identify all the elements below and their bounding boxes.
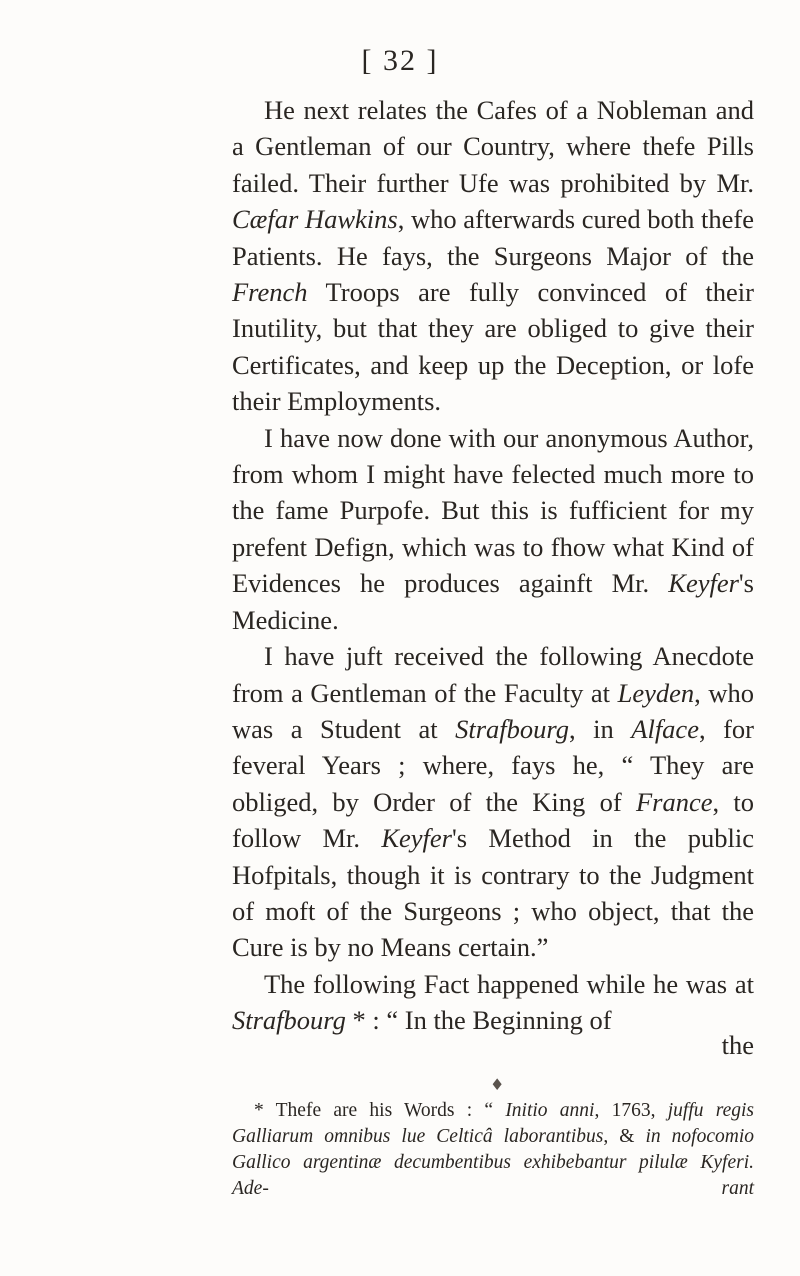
paragraph-text: , who afterwards cured both thefe Patients. He fays, the Surgeons Major of the bbox=[232, 204, 754, 271]
footnote-catchword: rant bbox=[721, 1178, 754, 1199]
paragraph-italic-text: Strafbourg bbox=[455, 713, 569, 744]
paragraph-text: 's Medicine. bbox=[232, 568, 754, 635]
paragraph-italic-text: Strafbourg bbox=[232, 1005, 346, 1036]
paragraph-text: , who was a Student at bbox=[232, 677, 754, 744]
footnote-italic-text: Initio anni bbox=[505, 1100, 595, 1121]
footnote-text: , 1763, bbox=[594, 1100, 668, 1121]
paragraph-italic-text: Keyfer bbox=[668, 568, 739, 599]
footnote-italic-text: in nofocomio Gallico argentinæ decumbentibus exhibebantur pilulæ Kyferi. Ade- bbox=[232, 1126, 754, 1199]
paragraph-text: I have juft received the following Anecdote from a Gentleman of the Faculty at bbox=[232, 641, 754, 708]
body-text bbox=[232, 92, 754, 1039]
paragraph bbox=[232, 638, 754, 966]
footnote-text: , & bbox=[603, 1126, 646, 1147]
paragraph-text: * : “ In the Beginning of bbox=[345, 1005, 612, 1036]
paragraph-text: The following Fact happened while he was at bbox=[264, 968, 754, 999]
catchword: the bbox=[721, 1030, 754, 1060]
footnote-text: * Thefe are his Words : “ bbox=[254, 1100, 506, 1121]
paragraph bbox=[232, 966, 754, 1039]
paragraph bbox=[232, 420, 754, 638]
paragraph-italic-text: Leyden bbox=[617, 677, 695, 708]
paragraph-text: Troops are fully convinced of their Inutility, but that they are obliged to give their Certificates, and keep up the Deception, or lofe their Employments. bbox=[232, 277, 754, 417]
paragraph-text: , to follow Mr. bbox=[232, 786, 754, 854]
paragraph-italic-text: Cæfar Hawkins bbox=[232, 204, 398, 235]
paragraph-text: , in bbox=[569, 713, 632, 744]
ornament-mark: ♦ bbox=[490, 1075, 505, 1094]
footnote bbox=[232, 1098, 754, 1202]
paragraph-text: 's Method in the public Hofpitals, though it is contrary to the Judgment of moft of the Surgeons ; who object, that the Cure is by no Means certain.” bbox=[232, 823, 754, 963]
page-number: [ 32 ] bbox=[361, 44, 439, 77]
paragraph-italic-text: Alface bbox=[631, 713, 699, 744]
footnote-italic-text: juffu regis Galliarum omnibus lue Celticâ laborantibus bbox=[232, 1100, 755, 1147]
paragraph-italic-text: French bbox=[232, 277, 308, 308]
paragraph-italic-text: France bbox=[635, 786, 713, 817]
paragraph-text: I have now done with our anonymous Author, from whom I might have felected much more to the fame Purpofe. But this is fufficient for my prefent Defign, which was to fhow what Kind of Evidences he produces againft Mr. bbox=[232, 422, 754, 599]
paragraph bbox=[232, 92, 754, 420]
paragraph-text: He next relates the Cafes of a Nobleman and a Gentleman of our Country, where thefe Pills failed. Their further Ufe was prohibited by Mr. bbox=[232, 95, 754, 198]
paragraph-italic-text: Keyfer bbox=[381, 823, 452, 854]
paragraph-text: , for feveral Years ; where, fays he, “ They are obliged, by Order of the King of bbox=[232, 713, 754, 817]
